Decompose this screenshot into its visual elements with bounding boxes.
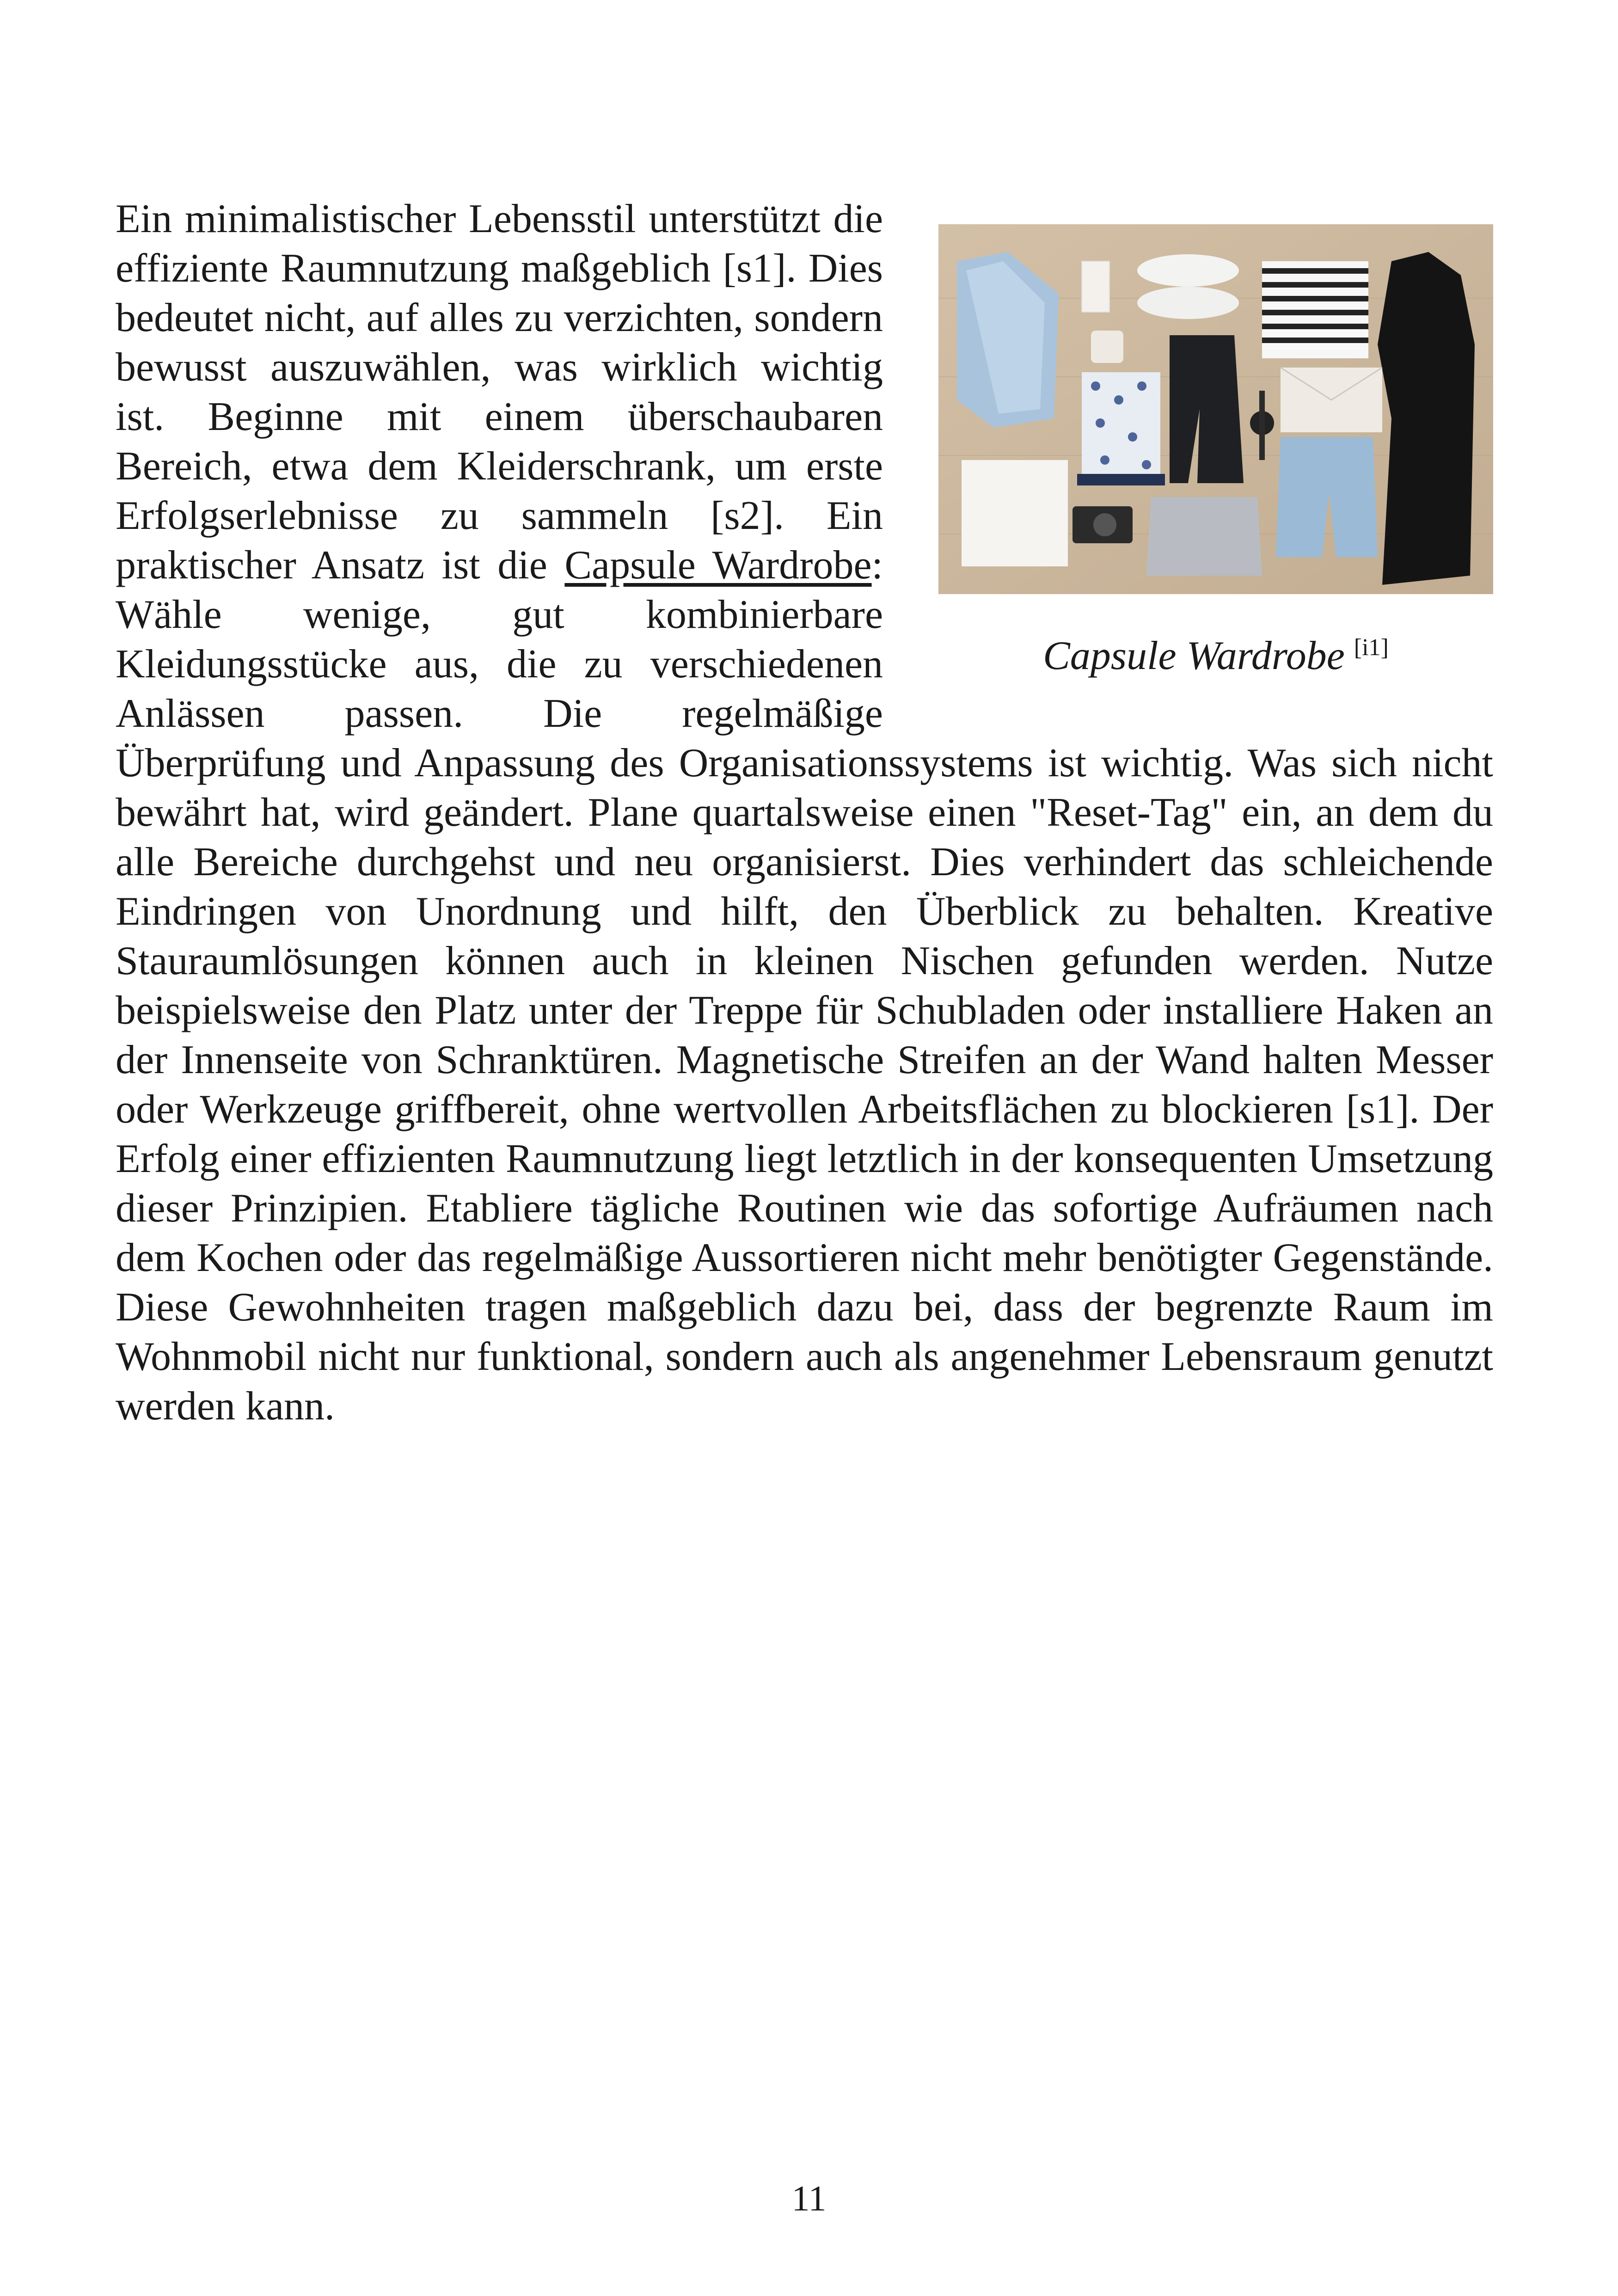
caption-text: Capsule Wardrobe [1043,633,1345,678]
body-text [116,194,1493,1431]
paragraph-text-2: : Wähle wenige, gut kombinierbare Kleidungsstücke aus, die zu verschiedenen Anlässen passen. Die regelmäßige Überprüfung und Anpassung des Organisationssystems ist wichtig. Was sich nicht bewährt hat, wird geändert. Plane quartalsweise einen "Reset-Tag" ein, an dem du alle Bereiche durchgehst und neu organisierst. Dies verhindert das schleichende Eindringen von Unordnung und hilft, den Überblick zu behalten. Kreative Stauraumlösungen können auch in kleinen Nischen gefunden werden. Nutze beispielsweise den Platz unter der Treppe für Schubladen oder installiere Haken an der Innenseite von Schranktüren. Magnetische Streifen an der Wand halten Messer oder Werkzeuge griffbereit, ohne wertvollen Arbeitsflächen zu blockieren [s1]. Der Erfolg einer effizienten Raumnutzung liegt letztlich in der konsequenten Umsetzung dieser Prinzipien. Etabliere tägliche Routinen wie das sofortige Aufräumen nach dem Kochen oder das regelmäßige Aussortieren nicht mehr benötigter Gegenstände. Diese Gewohnheiten tragen maßgeblich dazu bei, dass der begrenzte Raum im Wohnmobil nicht nur funktional, sondern auch als angenehmer Lebensraum genutzt werden kann. [116,543,1493,1429]
capsule-wardrobe-link[interactable]: Capsule Wardrobe [564,543,872,588]
capsule-wardrobe-photo [938,224,1493,594]
figure [938,224,1493,681]
figure-caption [938,631,1493,681]
page-number: 11 [791,2178,827,2218]
paragraph-text-1: Ein minimalistischer Lebensstil unterstützt die effiziente Raumnutzung maßgeblich [s1]. Dies bedeutet nicht, auf alles zu verzichten, sondern bewusst auszuwählen, was wirklich wichtig ist. Beginne mit einem überschaubaren Bereich, etwa dem Kleiderschrank, um erste Erfolgserlebnisse zu sammeln [s2]. Ein praktischer Ansatz ist die [116,196,883,588]
caption-reference: [i1] [1354,634,1389,661]
